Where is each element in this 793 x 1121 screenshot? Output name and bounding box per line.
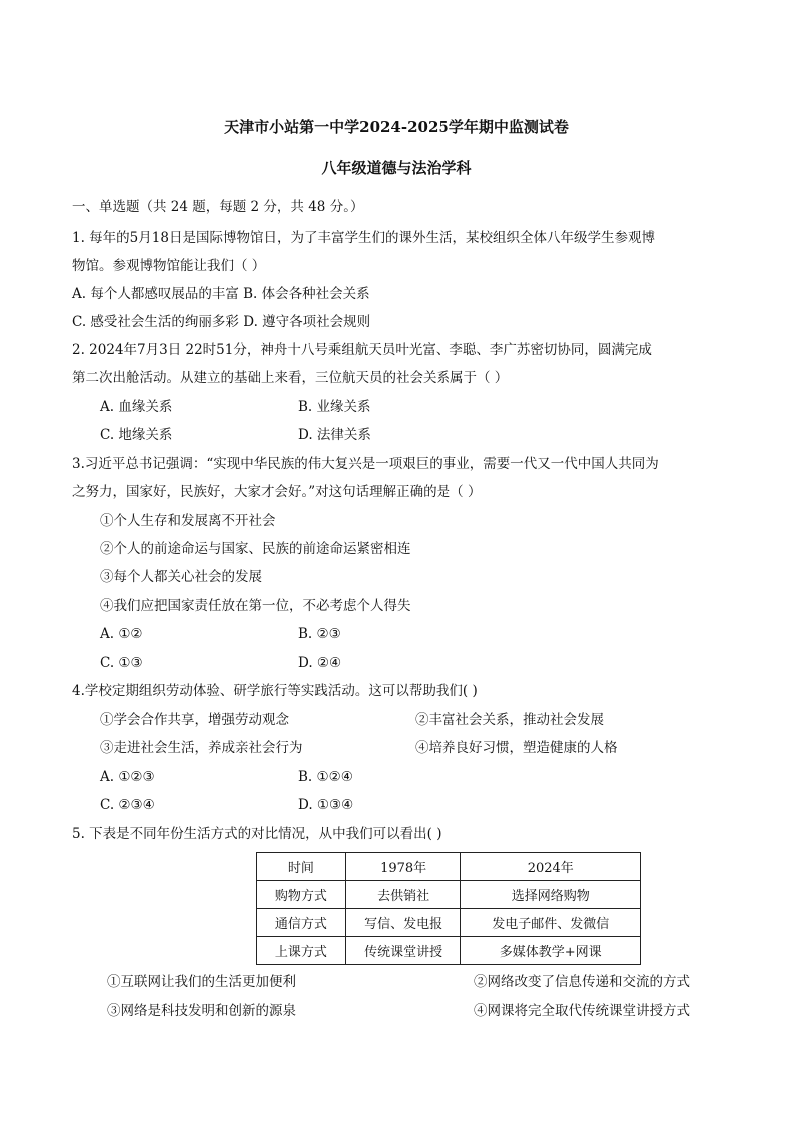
q2-option-d: D. 法律关系 [298, 427, 371, 443]
table-cell: 去供销社 [345, 881, 461, 909]
q4-statement-3: ③走进社会生活，养成亲社会行为 [100, 740, 303, 756]
table-cell: 购物方式 [257, 881, 346, 909]
q5-statement-1: ①互联网让我们的生活更加便利 [107, 974, 296, 990]
q4-statement-2: ②丰富社会关系，推动社会发展 [415, 712, 604, 728]
exam-subtitle: 八年级道德与法治学科 [321, 159, 472, 177]
q4-option-c: C. ②③④ [100, 797, 155, 813]
q3-statement-3: ③每个人都关心社会的发展 [100, 569, 262, 585]
q5-statement-3: ③网络是科技发明和创新的源泉 [107, 1003, 296, 1019]
table-cell: 写信、发电报 [345, 909, 461, 937]
section-heading: 一、单选题（共 24 题，每题 2 分，共 48 分。） [72, 199, 364, 215]
q1-options-cd: C. 感受社会生活的绚丽多彩 D. 遵守各项社会规则 [72, 314, 371, 330]
table-header-cell: 1978年 [345, 853, 461, 881]
table-cell: 多媒体教学+网课 [461, 937, 641, 965]
q3-statement-1: ①个人生存和发展离不开社会 [100, 513, 276, 529]
q2-option-a: A. 血缘关系 [100, 399, 173, 415]
q3-option-b: B. ②③ [298, 626, 341, 642]
q3-option-c: C. ①③ [100, 655, 143, 671]
table-row [257, 881, 641, 909]
q5-statement-2: ②网络改变了信息传递和交流的方式 [474, 974, 690, 990]
q3-stem-line1: 3.习近平总书记强调：“实现中华民族的伟大复兴是一项艰巨的事业，需要一代又一代中国人共同为 [72, 456, 659, 472]
q1-stem-line2: 物馆。参观博物馆能让我们（ ） [72, 258, 266, 274]
q4-option-a: A. ①②③ [100, 769, 155, 785]
table-header-cell: 时间 [257, 853, 346, 881]
table-cell: 选择网络购物 [461, 881, 641, 909]
table-cell: 传统课堂讲授 [345, 937, 461, 965]
q2-stem-line1: 2. 2024年7月3日 22时51分，神舟十八号乘组航天员叶光富、李聪、李广苏密切协同，圆满完成 [72, 342, 652, 358]
q4-statement-4: ④培养良好习惯，塑造健康的人格 [415, 740, 618, 756]
table-header-cell: 2024年 [461, 853, 641, 881]
lifestyle-comparison-table [256, 852, 641, 965]
q4-stem: 4.学校定期组织劳动体验、研学旅行等实践活动。这可以帮助我们( ) [72, 683, 478, 699]
q1-stem-line1: 1. 每年的5月18日是国际博物馆日，为了丰富学生们的课外生活，某校组织全体八年级学生参观博 [72, 230, 655, 246]
table-row [257, 937, 641, 965]
q4-option-d: D. ①③④ [298, 797, 354, 813]
q2-option-c: C. 地缘关系 [100, 427, 173, 443]
table-row [257, 909, 641, 937]
table-header-row [257, 853, 641, 881]
table-cell: 通信方式 [257, 909, 346, 937]
q4-statement-1: ①学会合作共享，增强劳动观念 [100, 712, 289, 728]
q1-options-ab: A. 每个人都感叹展品的丰富 B. 体会各种社会关系 [72, 286, 370, 302]
q4-option-b: B. ①②④ [298, 769, 353, 785]
q3-option-a: A. ①② [100, 626, 143, 642]
q5-stem: 5. 下表是不同年份生活方式的对比情况，从中我们可以看出( ) [72, 826, 442, 842]
q3-statement-4: ④我们应把国家责任放在第一位，不必考虑个人得失 [100, 598, 411, 614]
q2-option-b: B. 业缘关系 [298, 399, 371, 415]
q3-stem-line2: 之努力，国家好，民族好，大家才会好。”对这句话理解正确的是（ ） [72, 484, 482, 500]
q3-option-d: D. ②④ [298, 655, 342, 671]
exam-title: 天津市小站第一中学2024-2025学年期中监测试卷 [224, 118, 569, 136]
q5-statement-4: ④网课将完全取代传统课堂讲授方式 [474, 1003, 690, 1019]
q3-statement-2: ②个人的前途命运与国家、民族的前途命运紧密相连 [100, 541, 411, 557]
table-cell: 上课方式 [257, 937, 346, 965]
table-cell: 发电子邮件、发微信 [461, 909, 641, 937]
q2-stem-line2: 第二次出舱活动。从建立的基础上来看，三位航天员的社会关系属于（ ） [72, 370, 509, 386]
